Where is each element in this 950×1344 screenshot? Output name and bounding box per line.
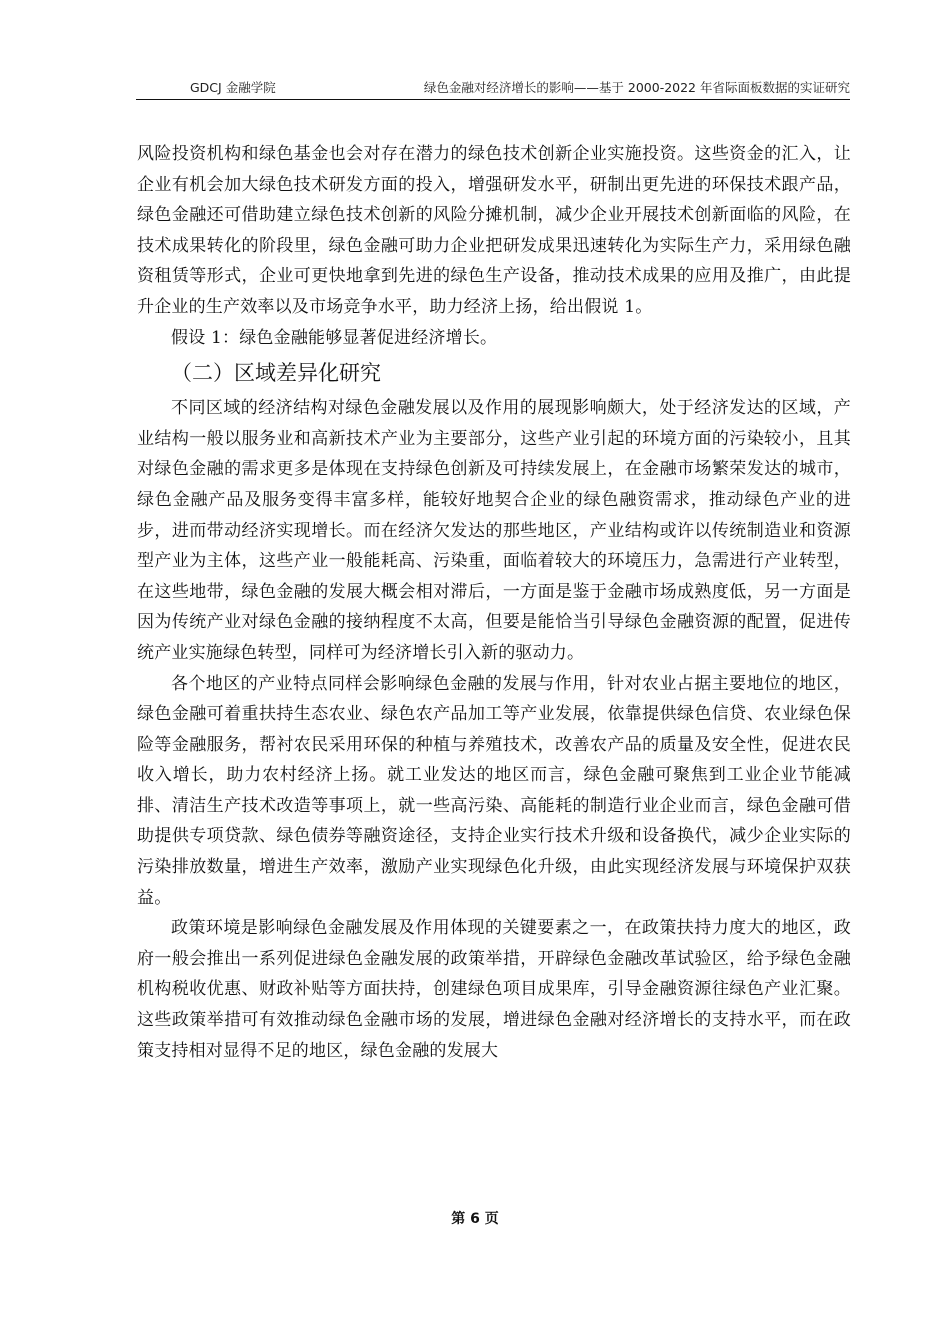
header-paper-title: 绿色金融对经济增长的影响——基于 2000-2022 年省际面板数据的实证研究 <box>423 80 850 95</box>
page-number: 第 6 页 <box>451 1211 499 1227</box>
section-heading: （二）区域差异化研究 <box>171 361 381 386</box>
paragraph-continued: 风险投资机构和绿色基金也会对存在潜力的绿色技术创新企业实施投资。这些资金的汇入，让企业有机会加大绿色技术研发方面的投入，增强研发水平，研制出更先进的环保技术跟产品，绿色金融还可借助建立绿色技术创新的风险分摊机制，减少企业开展技术创新面临的风险，在技术成果转化的阶段里，绿色金融可助力企业把研发成果迅速转化为实际生产力，采用绿色融资租赁等形式，企业可更快地拿到先进的绿色生产设备，推动技术成果的应用及推广，由此提升企业的生产效率以及市场竞争水平，助力经济上扬，给出假说 1。 <box>137 144 851 317</box>
hypothesis-statement: 假设 1：绿色金融能够显著促进经济增长。 <box>171 327 498 348</box>
header-institution: GDCJ 金融学院 <box>190 80 276 95</box>
paragraph-policy-environment: 政策环境是影响绿色金融发展及作用体现的关键要素之一，在政策扶持力度大的地区，政府一般会推出一系列促进绿色金融发展的政策举措，开辟绿色金融改革试验区，给予绿色金融机构税收优惠、财政补贴等方面扶持，创建绿色项目成果库，引导金融资源往绿色产业汇聚。这些政策举措可有效推动绿色金融市场的发展，增进绿色金融对经济增长的支持水平，而在政策支持相对显得不足的地区，绿色金融的发展大 <box>137 918 851 1061</box>
page-body <box>137 139 851 1066</box>
running-header <box>136 78 850 100</box>
paragraph-industry-features: 各个地区的产业特点同样会影响绿色金融的发展与作用，针对农业占据主要地位的地区，绿色金融可着重扶持生态农业、绿色农产品加工等产业发展，依靠提供绿色信贷、农业绿色保险等金融服务，帮衬农民采用环保的种植与养殖技术，改善农产品的质量及安全性，促进农民收入增长，助力农村经济上扬。就工业发达的地区而言，绿色金融可聚焦到工业企业节能减排、清洁生产技术改造等事项上，就一些高污染、高能耗的制造行业企业而言，绿色金融可借助提供专项贷款、绿色债券等融资途径，支持企业实行技术升级和设备换代，减少企业实际的污染排放数量，增进生产效率，激励产业实现绿色化升级，由此实现经济发展与环境保护双获益。 <box>137 673 851 908</box>
header-divider <box>136 99 850 100</box>
paragraph-economic-structure: 不同区域的经济结构对绿色金融发展以及作用的展现影响颇大，处于经济发达的区域，产业结构一般以服务业和高新技术产业为主要部分，这些产业引起的环境方面的污染较小，且其对绿色金融的需求更多是体现在支持绿色创新及可持续发展上，在金融市场繁荣发达的城市，绿色金融产品及服务变得丰富多样，能较好地契合企业的绿色融资需求，推动绿色产业的进步，进而带动经济实现增长。而在经济欠发达的那些地区，产业结构或许以传统制造业和资源型产业为主体，这些产业一般能耗高、污染重，面临着较大的环境压力，急需进行产业转型，在这些地带，绿色金融的发展大概会相对滞后，一方面是鉴于金融市场成熟度低，另一方面是因为传统产业对绿色金融的接纳程度不太高，但要是能恰当引导绿色金融资源的配置，促进传统产业实施绿色转型，同样可为经济增长引入新的驱动力。 <box>137 398 851 663</box>
